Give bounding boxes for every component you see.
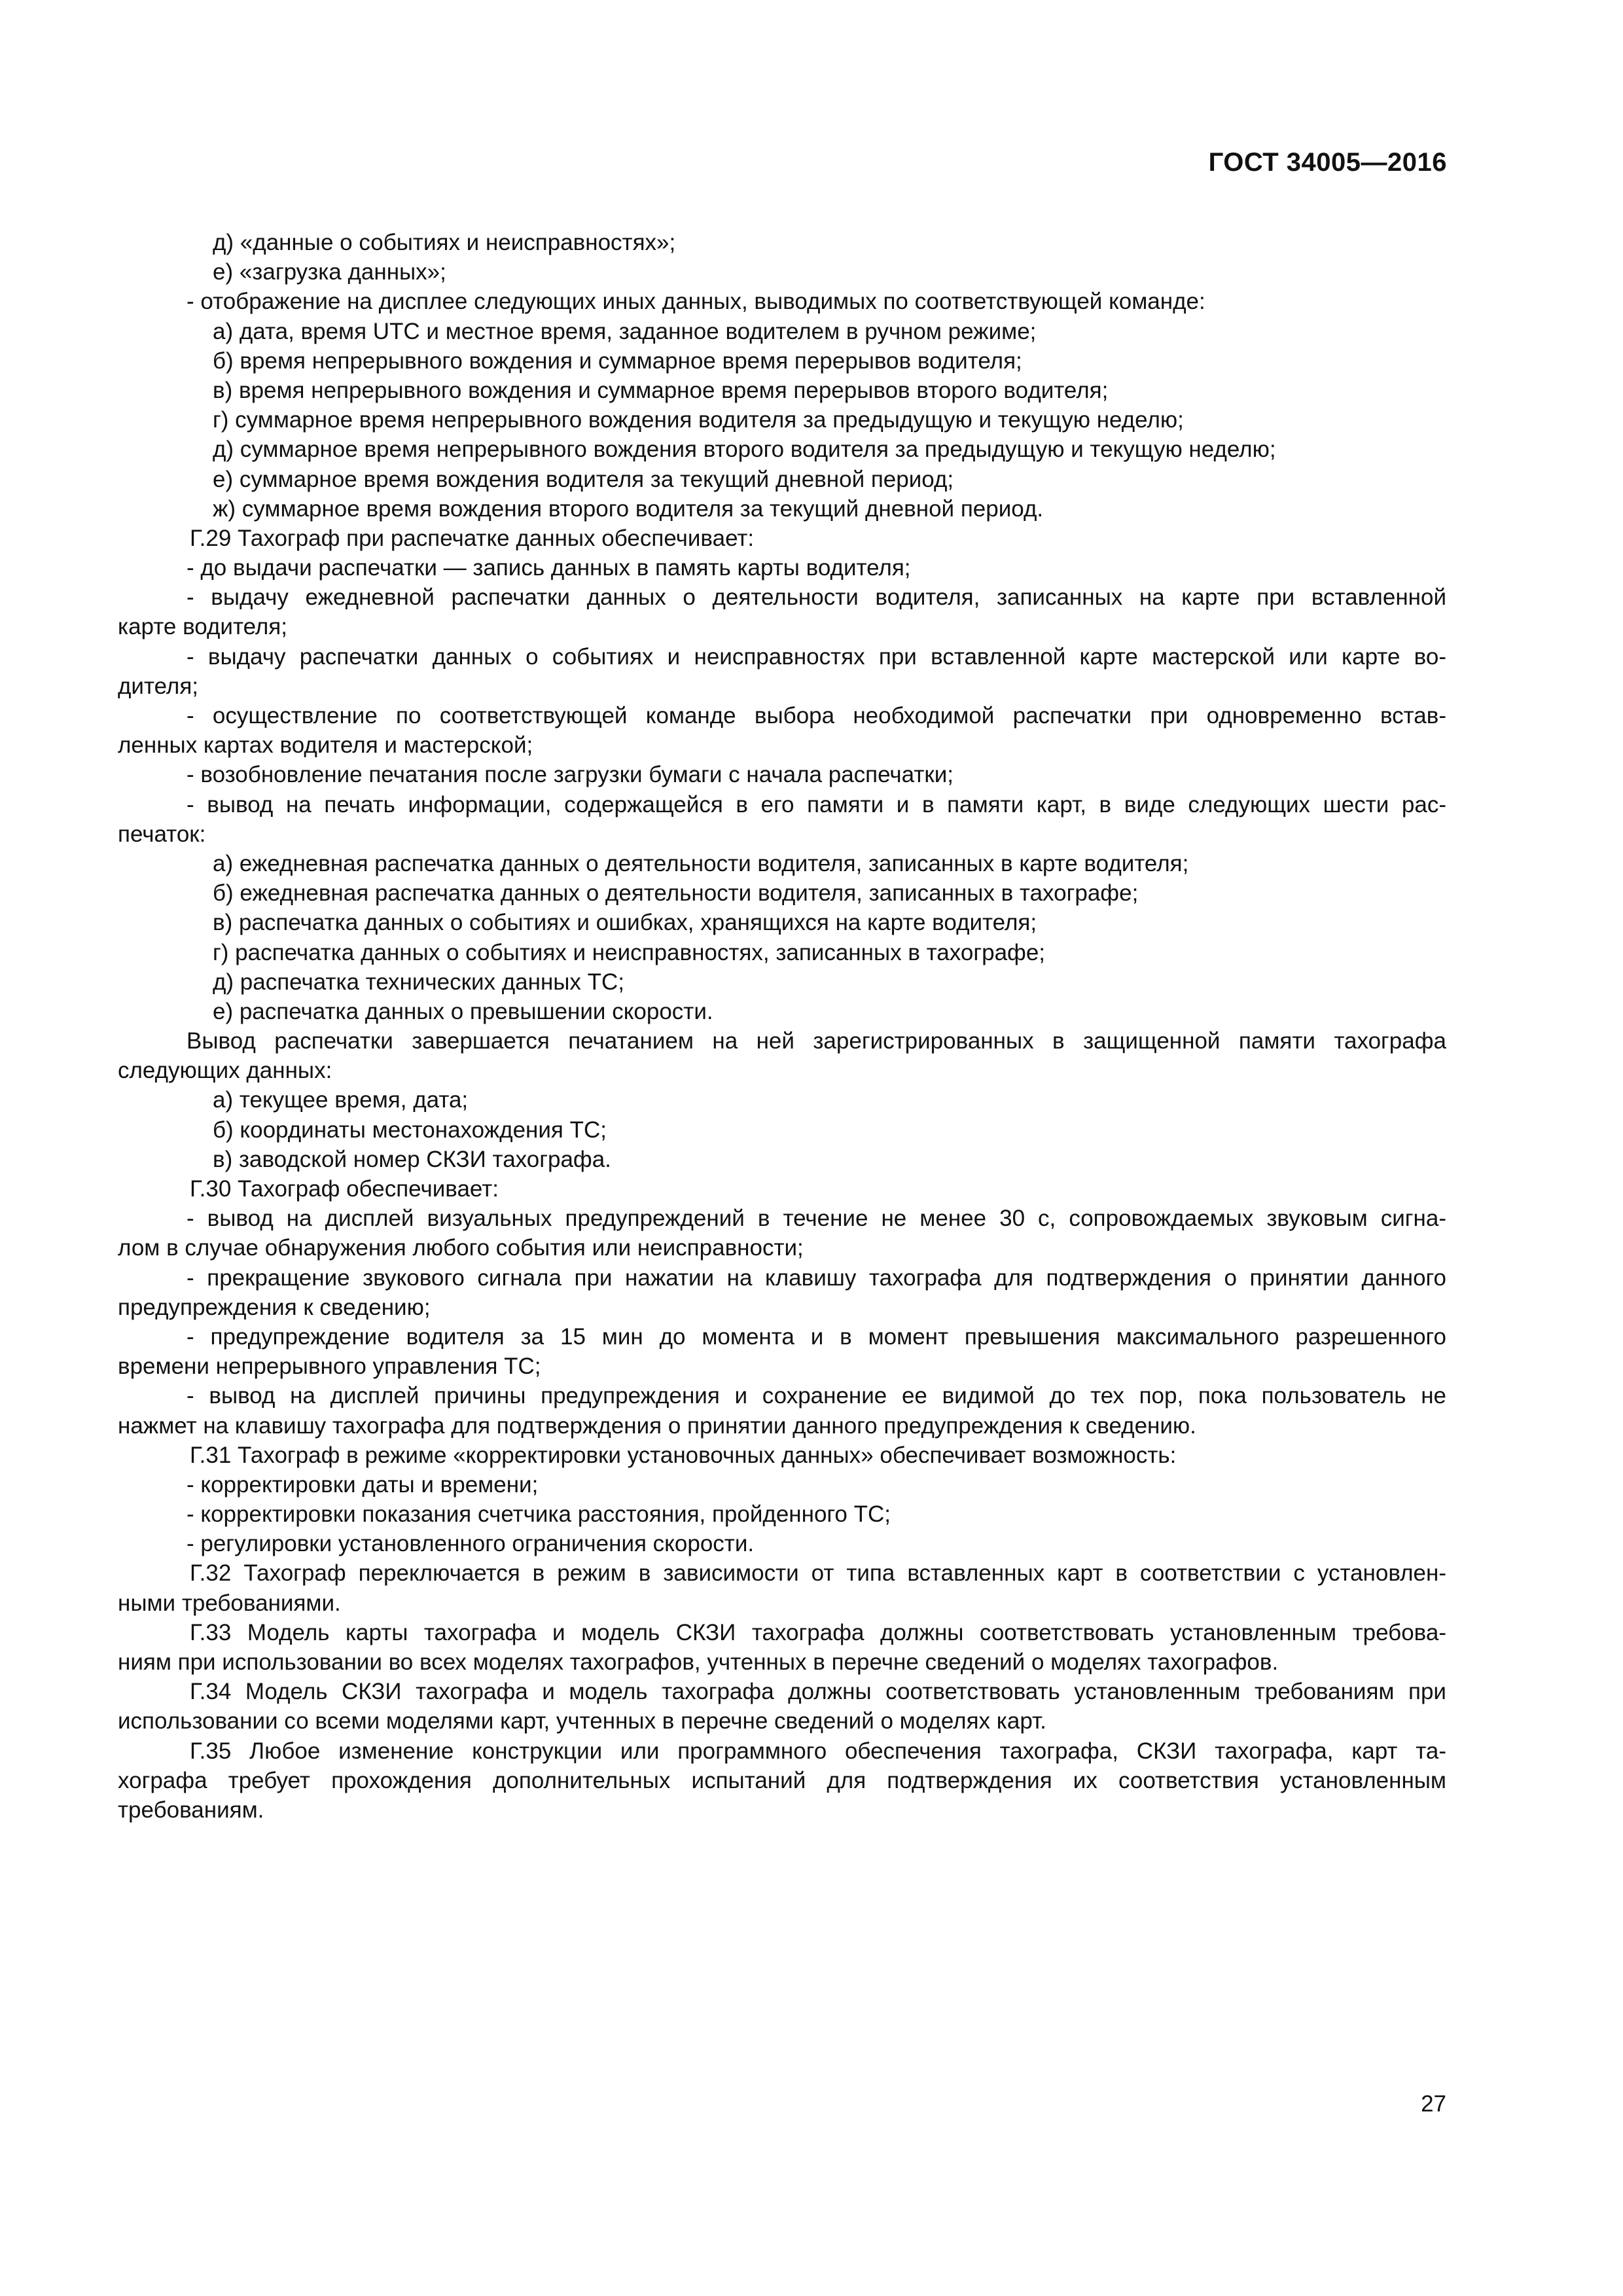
text-line: - осуществление по соответствующей команде выбора необходимой распечатки при одновременно встав- [187,703,1446,728]
text-line: - прекращение звукового сигнала при нажатии на клавишу тахографа для подтверждения о принятии данного [187,1265,1446,1291]
text-line: - предупреждение водителя за 15 мин до момента и в момент превышения максимального разрешенного [187,1323,1446,1350]
text-line: г) распечатка данных о событиях и неисправностях, записанных в тахографе; [213,939,1046,965]
text-line: а) ежедневная распечатка данных о деятельности водителя, записанных в карте водителя; [213,850,1189,876]
text-line: - выдачу распечатки данных о событиях и неисправностях при вставленной карте мастерской или карте во- [187,643,1446,670]
text-line: е) суммарное время вождения водителя за текущий дневной период; [213,466,954,492]
text-line: - отображение на дисплее следующих иных данных, выводимых по соответствующей команде: [187,289,1205,315]
text-line: Г.31 Тахограф в режиме «корректировки установочных данных» обеспечивает возможность: [190,1442,1177,1468]
text-line: д) распечатка технических данных ТС; [213,969,625,995]
text-line: в) распечатка данных о событиях и ошибках, хранящихся на карте водителя; [213,910,1037,936]
text-line: ниям при использовании во всех моделях тахографов, учтенных в перечне сведений о моделях тахографов. [118,1649,1279,1675]
text-line: е) «загрузка данных»; [213,259,446,285]
page-number: 27 [1421,2091,1446,2117]
text-line: Г.32 Тахограф переключается в режим в зависимости от типа вставленных карт в соответствии с установлен- [190,1560,1446,1587]
text-line: использовании со всеми моделями карт, учтенных в перечне сведений о моделях карт. [118,1708,1046,1734]
text-line: ленных картах водителя и мастерской; [118,732,533,759]
text-line: Г.34 Модель СКЗИ тахографа и модель тахографа должны соответствовать установленным требованиям при [190,1679,1446,1705]
text-line: д) «данные о событиях и неисправностях»; [213,230,676,255]
text-line: времени непрерывного управления ТС; [118,1354,541,1380]
text-line: - регулировки установленного ограничения скорости. [187,1531,755,1557]
text-line: д) суммарное время непрерывного вождения второго водителя за предыдущую и текущую неделю; [213,437,1276,463]
document-body [118,228,1446,1825]
text-line: - выдачу ежедневной распечатки данных о деятельности водителя, записанных на карте при вставленной [187,584,1446,611]
text-line: Г.30 Тахограф обеспечивает: [190,1176,499,1202]
text-line: следующих данных: [118,1058,332,1084]
text-line: в) заводской номер СКЗИ тахографа. [213,1146,611,1172]
text-line: карте водителя; [118,614,287,640]
text-line: дителя; [118,673,199,699]
text-line: требованиям. [118,1797,264,1823]
text-line: - вывод на дисплей визуальных предупреждений в течение не менее 30 с, сопровождаемых звуковым сигна- [187,1206,1446,1232]
text-line: г) суммарное время непрерывного вождения водителя за предыдущую и текущую неделю; [213,407,1184,433]
text-line: а) дата, время UTC и местное время, заданное водителем в ручном режиме; [213,318,1037,344]
text-line: печаток: [118,821,206,847]
text-line: Г.33 Модель карты тахографа и модель СКЗИ тахографа должны соответствовать установленным требова- [190,1619,1446,1645]
text-line: е) распечатка данных о превышении скорости. [213,998,713,1024]
text-line: - возобновление печатания после загрузки бумаги с начала распечатки; [187,762,954,788]
text-line: - корректировки даты и времени; [187,1471,539,1498]
text-line: в) время непрерывного вождения и суммарное время перерывов второго водителя; [213,377,1109,403]
text-line: хографа требует прохождения дополнительных испытаний для подтверждения их соответствия установленным [118,1767,1446,1793]
text-line: Г.35 Любое изменение конструкции или программного обеспечения тахографа, СКЗИ тахографа, карт та- [190,1738,1446,1764]
text-line: предупреждения к сведению; [118,1294,431,1320]
text-line: Г.29 Тахограф при распечатке данных обеспечивает: [190,525,755,551]
document-code-header: ГОСТ 34005—2016 [1208,148,1447,177]
text-line: б) ежедневная распечатка данных о деятельности водителя, записанных в тахографе; [213,880,1139,906]
text-line: Вывод распечатки завершается печатанием на ней зарегистрированных в защищенной памяти тахографа [187,1028,1446,1054]
text-line: лом в случае обнаружения любого события или неисправности; [118,1235,804,1261]
text-line: - вывод на печать информации, содержащейся в его памяти и в памяти карт, в виде следующих шести рас- [187,791,1446,817]
text-line: нажмет на клавишу тахографа для подтверждения о принятии данного предупреждения к сведению. [118,1412,1196,1439]
text-line: - до выдачи распечатки — запись данных в память карты водителя; [187,555,911,581]
text-line: ж) суммарное время вождения второго водителя за текущий дневной период. [213,495,1044,522]
text-line: - вывод на дисплей причины предупреждения и сохранение ее видимой до тех пор, пока пользователь не [187,1383,1446,1409]
text-line: - корректировки показания счетчика расстояния, пройденного ТС; [187,1501,891,1528]
text-line: а) текущее время, дата; [213,1087,469,1113]
text-line: б) координаты местонахождения ТС; [213,1117,607,1143]
text-line: ными требованиями. [118,1590,341,1616]
text-line: б) время непрерывного вождения и суммарное время перерывов водителя; [213,348,1022,374]
